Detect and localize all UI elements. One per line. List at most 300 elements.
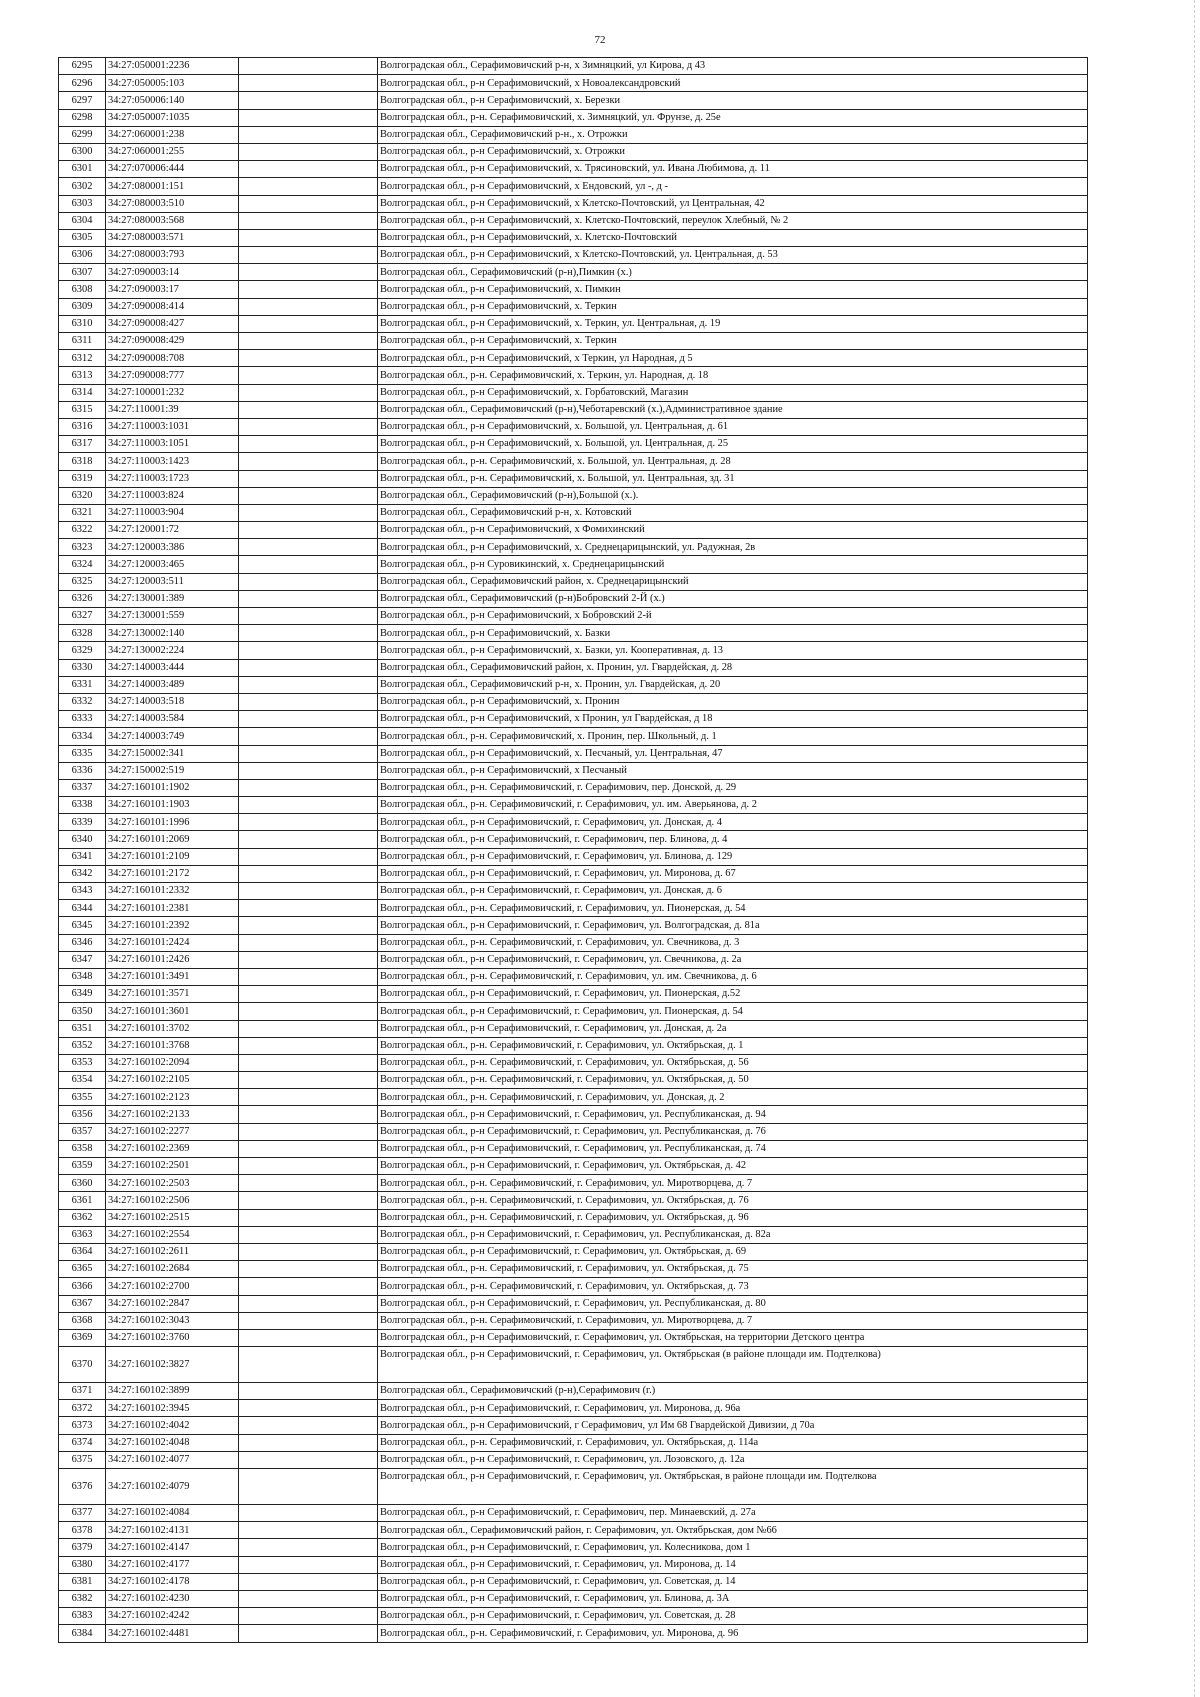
address-cell: Волгоградская обл., р-н. Серафимовичский, г. Серафимович, ул. Октябрьская, д. 75 xyxy=(378,1261,1088,1278)
table-row xyxy=(59,1556,1088,1573)
empty-cell xyxy=(239,487,378,504)
row-number-cell: 6368 xyxy=(59,1312,106,1329)
row-number-cell: 6318 xyxy=(59,453,106,470)
address-cell: Волгоградская обл., Серафимовичский (р-н)Бобровский 2-Й (х.) xyxy=(378,590,1088,607)
address-cell: Волгоградская обл., р-н. Серафимовичский, г. Серафимович, ул. Свечникова, д. 3 xyxy=(378,934,1088,951)
cadastral-number-cell: 34:27:160101:1902 xyxy=(106,779,239,796)
table-row xyxy=(59,814,1088,831)
address-cell: Волгоградская обл., р-н. Серафимовичский, г. Серафимович, ул. Октябрьская, д. 1 xyxy=(378,1037,1088,1054)
empty-cell xyxy=(239,1505,378,1522)
row-number-cell: 6356 xyxy=(59,1106,106,1123)
empty-cell xyxy=(239,92,378,109)
cadastral-number-cell: 34:27:090008:777 xyxy=(106,367,239,384)
row-number-cell: 6329 xyxy=(59,642,106,659)
row-number-cell: 6373 xyxy=(59,1417,106,1434)
row-number-cell: 6381 xyxy=(59,1573,106,1590)
address-cell: Волгоградская обл., р-н Серафимовичский, г. Серафимович, ул. Волгоградская, д. 81а xyxy=(378,917,1088,934)
cadastral-number-cell: 34:27:160102:2094 xyxy=(106,1054,239,1071)
empty-cell xyxy=(239,367,378,384)
row-number-cell: 6369 xyxy=(59,1329,106,1346)
row-number-cell: 6360 xyxy=(59,1175,106,1192)
empty-cell xyxy=(239,1020,378,1037)
table-row xyxy=(59,1089,1088,1106)
empty-cell xyxy=(239,58,378,75)
row-number-cell: 6320 xyxy=(59,487,106,504)
cadastral-number-cell: 34:27:150002:519 xyxy=(106,762,239,779)
address-cell: Волгоградская обл., Серафимовичский р-н, х. Котовский xyxy=(378,504,1088,521)
address-cell: Волгоградская обл., р-н. Серафимовичский, х. Большой, ул. Центральная, д. 28 xyxy=(378,453,1088,470)
empty-cell xyxy=(239,1383,378,1400)
empty-cell xyxy=(239,539,378,556)
row-number-cell: 6297 xyxy=(59,92,106,109)
row-number-cell: 6317 xyxy=(59,436,106,453)
cadastral-number-cell: 34:27:110003:904 xyxy=(106,504,239,521)
table-row xyxy=(59,1312,1088,1329)
row-number-cell: 6316 xyxy=(59,418,106,435)
empty-cell xyxy=(239,470,378,487)
table-row xyxy=(59,745,1088,762)
row-number-cell: 6384 xyxy=(59,1625,106,1642)
address-cell: Волгоградская обл., р-н. Серафимовичский, г. Серафимович, ул. Октябрьская, д. 50 xyxy=(378,1072,1088,1089)
empty-cell xyxy=(239,281,378,298)
address-cell: Волгоградская обл., р-н Серафимовичский, х. Теркин xyxy=(378,333,1088,350)
row-number-cell: 6308 xyxy=(59,281,106,298)
cadastral-number-cell: 34:27:160102:2123 xyxy=(106,1089,239,1106)
cadastral-number-cell: 34:27:160101:3768 xyxy=(106,1037,239,1054)
empty-cell xyxy=(239,229,378,246)
row-number-cell: 6366 xyxy=(59,1278,106,1295)
row-number-cell: 6333 xyxy=(59,711,106,728)
empty-cell xyxy=(239,315,378,332)
address-cell: Волгоградская обл., р-н. Серафимовичский, х. Зимняцкий, ул. Фрунзе, д. 25е xyxy=(378,109,1088,126)
empty-cell xyxy=(239,1123,378,1140)
row-number-cell: 6350 xyxy=(59,1003,106,1020)
empty-cell xyxy=(239,625,378,642)
row-number-cell: 6349 xyxy=(59,986,106,1003)
cadastral-number-cell: 34:27:160102:4131 xyxy=(106,1522,239,1539)
row-number-cell: 6376 xyxy=(59,1469,106,1505)
address-cell: Волгоградская обл., р-н Серафимовичский, г. Серафимович, ул. Донская, д. 4 xyxy=(378,814,1088,831)
address-cell: Волгоградская обл., р-н Серафимовичский, г. Серафимович, ул. Октябрьская, д. 42 xyxy=(378,1158,1088,1175)
address-cell: Волгоградская обл., р-н. Серафимовичский, г. Серафимович, ул. Октябрьская, д. 114а xyxy=(378,1434,1088,1451)
row-number-cell: 6332 xyxy=(59,693,106,710)
address-cell: Волгоградская обл., р-н Серафимовичский, г. Серафимович, ул. Республиканская, д. 74 xyxy=(378,1140,1088,1157)
table-row xyxy=(59,1469,1088,1505)
table-row xyxy=(59,1072,1088,1089)
cadastral-number-cell: 34:27:160101:2381 xyxy=(106,900,239,917)
cadastral-number-cell: 34:27:130002:140 xyxy=(106,625,239,642)
empty-cell xyxy=(239,1209,378,1226)
empty-cell xyxy=(239,161,378,178)
row-number-cell: 6335 xyxy=(59,745,106,762)
cadastral-number-cell: 34:27:160101:2069 xyxy=(106,831,239,848)
address-cell: Волгоградская обл., р-н Серафимовичский, г. Серафимович, ул. Октябрьская (в районе площади им. Подтелкова) xyxy=(378,1347,1088,1383)
cadastral-number-cell: 34:27:060001:238 xyxy=(106,126,239,143)
table-row xyxy=(59,367,1088,384)
cadastral-number-cell: 34:27:160102:4084 xyxy=(106,1505,239,1522)
table-row xyxy=(59,109,1088,126)
cadastral-number-cell: 34:27:160101:2109 xyxy=(106,848,239,865)
cadastral-number-cell: 34:27:160102:2501 xyxy=(106,1158,239,1175)
row-number-cell: 6346 xyxy=(59,934,106,951)
table-row xyxy=(59,917,1088,934)
table-row xyxy=(59,1347,1088,1383)
cadastral-number-cell: 34:27:080003:510 xyxy=(106,195,239,212)
table-row xyxy=(59,487,1088,504)
table-row xyxy=(59,1054,1088,1071)
cadastral-number-cell: 34:27:140003:489 xyxy=(106,676,239,693)
address-cell: Волгоградская обл., р-н. Серафимовичский, г. Серафимович, ул. Миротворцева, д. 7 xyxy=(378,1175,1088,1192)
row-number-cell: 6344 xyxy=(59,900,106,917)
cadastral-number-cell: 34:27:090003:17 xyxy=(106,281,239,298)
table-row xyxy=(59,779,1088,796)
table-row xyxy=(59,659,1088,676)
cadastral-number-cell: 34:27:130001:389 xyxy=(106,590,239,607)
row-number-cell: 6343 xyxy=(59,883,106,900)
cadastral-number-cell: 34:27:160101:2392 xyxy=(106,917,239,934)
empty-cell xyxy=(239,264,378,281)
address-cell: Волгоградская обл., р-н Серафимовичский, х Теркин, ул Народная, д 5 xyxy=(378,350,1088,367)
empty-cell xyxy=(239,504,378,521)
address-cell: Волгоградская обл., р-н Серафимовичский, х. Клетско-Почтовский, переулок Хлебный, № 2 xyxy=(378,212,1088,229)
row-number-cell: 6364 xyxy=(59,1243,106,1260)
empty-cell xyxy=(239,1417,378,1434)
empty-cell xyxy=(239,1003,378,1020)
table-row xyxy=(59,1175,1088,1192)
address-cell: Волгоградская обл., р-н Серафимовичский, г. Серафимович, ул. Республиканская, д. 94 xyxy=(378,1106,1088,1123)
empty-cell xyxy=(239,143,378,160)
row-number-cell: 6295 xyxy=(59,58,106,75)
empty-cell xyxy=(239,1329,378,1346)
empty-cell xyxy=(239,883,378,900)
row-number-cell: 6302 xyxy=(59,178,106,195)
cadastral-number-cell: 34:27:160102:3827 xyxy=(106,1347,239,1383)
address-cell: Волгоградская обл., р-н. Серафимовичский, г. Серафимович, ул. Миротворцева, д. 7 xyxy=(378,1312,1088,1329)
address-cell: Волгоградская обл., р-н Серафимовичский, х Ендовский, ул -, д - xyxy=(378,178,1088,195)
cadastral-number-cell: 34:27:080003:568 xyxy=(106,212,239,229)
address-cell: Волгоградская обл., р-н. Серафимовичский, г. Серафимович, ул. Донская, д. 2 xyxy=(378,1089,1088,1106)
cadastral-number-cell: 34:27:100001:232 xyxy=(106,384,239,401)
address-cell: Волгоградская обл., р-н Серафимовичский, г Серафимович, ул Им 68 Гвардейской Дивизии, д 70а xyxy=(378,1417,1088,1434)
table-row xyxy=(59,556,1088,573)
cadastral-number-cell: 34:27:050005:103 xyxy=(106,75,239,92)
cadastral-number-cell: 34:27:110003:1051 xyxy=(106,436,239,453)
empty-cell xyxy=(239,1625,378,1642)
table-row xyxy=(59,298,1088,315)
table-row xyxy=(59,1261,1088,1278)
address-cell: Волгоградская обл., р-н Серафимовичский, х Фомихинский xyxy=(378,522,1088,539)
empty-cell xyxy=(239,1295,378,1312)
cadastral-number-cell: 34:27:160102:2611 xyxy=(106,1243,239,1260)
empty-cell xyxy=(239,814,378,831)
cadastral-number-cell: 34:27:160102:4042 xyxy=(106,1417,239,1434)
empty-cell xyxy=(239,1226,378,1243)
empty-cell xyxy=(239,1278,378,1295)
empty-cell xyxy=(239,642,378,659)
table-row xyxy=(59,1522,1088,1539)
address-cell: Волгоградская обл., р-н Серафимовичский, х. Трясиновский, ул. Ивана Любимова, д. 11 xyxy=(378,161,1088,178)
cadastral-number-cell: 34:27:060001:255 xyxy=(106,143,239,160)
empty-cell xyxy=(239,1106,378,1123)
cadastral-number-cell: 34:27:160102:3899 xyxy=(106,1383,239,1400)
row-number-cell: 6312 xyxy=(59,350,106,367)
table-row xyxy=(59,1003,1088,1020)
empty-cell xyxy=(239,934,378,951)
row-number-cell: 6352 xyxy=(59,1037,106,1054)
cadastral-number-cell: 34:27:160101:1903 xyxy=(106,797,239,814)
cadastral-number-cell: 34:27:140003:584 xyxy=(106,711,239,728)
registry-table xyxy=(58,57,1088,1643)
cadastral-number-cell: 34:27:110001:39 xyxy=(106,401,239,418)
cadastral-number-cell: 34:27:070006:444 xyxy=(106,161,239,178)
cadastral-number-cell: 34:27:160102:2847 xyxy=(106,1295,239,1312)
row-number-cell: 6342 xyxy=(59,865,106,882)
empty-cell xyxy=(239,1539,378,1556)
row-number-cell: 6377 xyxy=(59,1505,106,1522)
address-cell: Волгоградская обл., р-н. Серафимовичский, г. Серафимович, ул. Октябрьская, д. 96 xyxy=(378,1209,1088,1226)
table-row xyxy=(59,333,1088,350)
table-row xyxy=(59,625,1088,642)
table-row xyxy=(59,92,1088,109)
empty-cell xyxy=(239,762,378,779)
address-cell: Волгоградская обл., р-н. Серафимовичский, г. Серафимович, ул. Пионерская, д. 54 xyxy=(378,900,1088,917)
cadastral-number-cell: 34:27:160102:3760 xyxy=(106,1329,239,1346)
cadastral-number-cell: 34:27:160102:4242 xyxy=(106,1608,239,1625)
empty-cell xyxy=(239,865,378,882)
row-number-cell: 6380 xyxy=(59,1556,106,1573)
row-number-cell: 6327 xyxy=(59,608,106,625)
cadastral-number-cell: 34:27:160102:4048 xyxy=(106,1434,239,1451)
table-row xyxy=(59,1140,1088,1157)
empty-cell xyxy=(239,1400,378,1417)
empty-cell xyxy=(239,848,378,865)
cadastral-number-cell: 34:27:160102:2684 xyxy=(106,1261,239,1278)
table-row xyxy=(59,436,1088,453)
address-cell: Волгоградская обл., Серафимовичский (р-н),Большой (х.). xyxy=(378,487,1088,504)
row-number-cell: 6340 xyxy=(59,831,106,848)
row-number-cell: 6300 xyxy=(59,143,106,160)
row-number-cell: 6309 xyxy=(59,298,106,315)
address-cell: Волгоградская обл., р-н Серафимовичский, х. Пронин xyxy=(378,693,1088,710)
cadastral-number-cell: 34:27:090008:429 xyxy=(106,333,239,350)
table-row xyxy=(59,934,1088,951)
address-cell: Волгоградская обл., Серафимовичский р-н, х. Пронин, ул. Гвардейская, д. 20 xyxy=(378,676,1088,693)
cadastral-number-cell: 34:27:160102:4079 xyxy=(106,1469,239,1505)
table-row xyxy=(59,1123,1088,1140)
empty-cell xyxy=(239,900,378,917)
address-cell: Волгоградская обл., Серафимовичский (р-н),Серафимович (г.) xyxy=(378,1383,1088,1400)
cadastral-number-cell: 34:27:110003:824 xyxy=(106,487,239,504)
cadastral-number-cell: 34:27:160101:2172 xyxy=(106,865,239,882)
empty-cell xyxy=(239,797,378,814)
table-row xyxy=(59,401,1088,418)
cadastral-number-cell: 34:27:160101:3491 xyxy=(106,968,239,985)
cadastral-number-cell: 34:27:160102:2700 xyxy=(106,1278,239,1295)
table-row xyxy=(59,1243,1088,1260)
empty-cell xyxy=(239,1469,378,1505)
empty-cell xyxy=(239,401,378,418)
table-row xyxy=(59,831,1088,848)
row-number-cell: 6338 xyxy=(59,797,106,814)
row-number-cell: 6365 xyxy=(59,1261,106,1278)
cadastral-number-cell: 34:27:130002:224 xyxy=(106,642,239,659)
table-row xyxy=(59,350,1088,367)
scan-edge-line xyxy=(1194,0,1196,1697)
address-cell: Волгоградская обл., р-н. Серафимовичский, г. Серафимович, ул. Октябрьская, д. 73 xyxy=(378,1278,1088,1295)
row-number-cell: 6367 xyxy=(59,1295,106,1312)
table-row xyxy=(59,1278,1088,1295)
address-cell: Волгоградская обл., Серафимовичский р-н, х Зимняцкий, ул Кирова, д 43 xyxy=(378,58,1088,75)
address-cell: Волгоградская обл., р-н Серафимовичский, х. Отрожки xyxy=(378,143,1088,160)
empty-cell xyxy=(239,1261,378,1278)
address-cell: Волгоградская обл., р-н Серафимовичский, г. Серафимович, ул. Советская, д. 14 xyxy=(378,1573,1088,1590)
table-row xyxy=(59,126,1088,143)
row-number-cell: 6328 xyxy=(59,625,106,642)
table-row xyxy=(59,143,1088,160)
cadastral-number-cell: 34:27:050001:2236 xyxy=(106,58,239,75)
table-row xyxy=(59,968,1088,985)
row-number-cell: 6370 xyxy=(59,1347,106,1383)
cadastral-number-cell: 34:27:050006:140 xyxy=(106,92,239,109)
address-cell: Волгоградская обл., р-н Серафимовичский, г. Серафимович, ул. Республиканская, д. 80 xyxy=(378,1295,1088,1312)
table-row xyxy=(59,865,1088,882)
table-row xyxy=(59,1505,1088,1522)
address-cell: Волгоградская обл., р-н Серафимовичский, г. Серафимович, ул. Октябрьская, д. 69 xyxy=(378,1243,1088,1260)
address-cell: Волгоградская обл., р-н Серафимовичский, г. Серафимович, ул. Октябрьская, в районе площади им. Подтелкова xyxy=(378,1469,1088,1505)
table-row xyxy=(59,247,1088,264)
empty-cell xyxy=(239,831,378,848)
table-row xyxy=(59,539,1088,556)
empty-cell xyxy=(239,608,378,625)
empty-cell xyxy=(239,298,378,315)
address-cell: Волгоградская обл., Серафимовичский (р-н),Чеботаревский (х.),Административное здание xyxy=(378,401,1088,418)
row-number-cell: 6306 xyxy=(59,247,106,264)
cadastral-number-cell: 34:27:160101:3702 xyxy=(106,1020,239,1037)
row-number-cell: 6341 xyxy=(59,848,106,865)
row-number-cell: 6379 xyxy=(59,1539,106,1556)
empty-cell xyxy=(239,986,378,1003)
cadastral-number-cell: 34:27:160102:2515 xyxy=(106,1209,239,1226)
table-row xyxy=(59,1451,1088,1468)
empty-cell xyxy=(239,1037,378,1054)
empty-cell xyxy=(239,1434,378,1451)
row-number-cell: 6324 xyxy=(59,556,106,573)
empty-cell xyxy=(239,1556,378,1573)
cadastral-number-cell: 34:27:120003:511 xyxy=(106,573,239,590)
empty-cell xyxy=(239,556,378,573)
cadastral-number-cell: 34:27:080001:151 xyxy=(106,178,239,195)
registry-body xyxy=(59,58,1088,1643)
row-number-cell: 6359 xyxy=(59,1158,106,1175)
address-cell: Волгоградская обл., р-н Серафимовичский, х. Большой, ул. Центральная, д. 61 xyxy=(378,418,1088,435)
empty-cell xyxy=(239,453,378,470)
address-cell: Волгоградская обл., р-н Серафимовичский, г. Серафимович, пер. Блинова, д. 4 xyxy=(378,831,1088,848)
table-row xyxy=(59,504,1088,521)
cadastral-number-cell: 34:27:080003:571 xyxy=(106,229,239,246)
table-row xyxy=(59,1037,1088,1054)
table-row xyxy=(59,470,1088,487)
empty-cell xyxy=(239,693,378,710)
table-row xyxy=(59,1226,1088,1243)
empty-cell xyxy=(239,1192,378,1209)
address-cell: Волгоградская обл., р-н Серафимовичский, х Новоалександровский xyxy=(378,75,1088,92)
table-row xyxy=(59,315,1088,332)
cadastral-number-cell: 34:27:160102:2369 xyxy=(106,1140,239,1157)
table-row xyxy=(59,1400,1088,1417)
empty-cell xyxy=(239,917,378,934)
cadastral-number-cell: 34:27:160101:2332 xyxy=(106,883,239,900)
row-number-cell: 6351 xyxy=(59,1020,106,1037)
row-number-cell: 6354 xyxy=(59,1072,106,1089)
table-row xyxy=(59,418,1088,435)
address-cell: Волгоградская обл., р-н Серафимовичский, г. Серафимович, ул. Колесникова, дом 1 xyxy=(378,1539,1088,1556)
row-number-cell: 6339 xyxy=(59,814,106,831)
empty-cell xyxy=(239,178,378,195)
address-cell: Волгоградская обл., р-н Серафимовичский, х Песчаный xyxy=(378,762,1088,779)
address-cell: Волгоградская обл., р-н Серафимовичский, х. Березки xyxy=(378,92,1088,109)
empty-cell xyxy=(239,1072,378,1089)
cadastral-number-cell: 34:27:160102:2506 xyxy=(106,1192,239,1209)
address-cell: Волгоградская обл., р-н Серафимовичский, г. Серафимович, ул. Республиканская, д. 82а xyxy=(378,1226,1088,1243)
empty-cell xyxy=(239,951,378,968)
address-cell: Волгоградская обл., Серафимовичский район, х. Среднецарицынский xyxy=(378,573,1088,590)
cadastral-number-cell: 34:27:130001:559 xyxy=(106,608,239,625)
address-cell: Волгоградская обл., р-н Суровикинский, х. Среднецарицынский xyxy=(378,556,1088,573)
cadastral-number-cell: 34:27:120001:72 xyxy=(106,522,239,539)
row-number-cell: 6314 xyxy=(59,384,106,401)
table-row xyxy=(59,161,1088,178)
empty-cell xyxy=(239,676,378,693)
address-cell: Волгоградская обл., р-н. Серафимовичский, х. Теркин, ул. Народная, д. 18 xyxy=(378,367,1088,384)
row-number-cell: 6304 xyxy=(59,212,106,229)
empty-cell xyxy=(239,1054,378,1071)
row-number-cell: 6307 xyxy=(59,264,106,281)
cadastral-number-cell: 34:27:090008:414 xyxy=(106,298,239,315)
cadastral-number-cell: 34:27:160102:2554 xyxy=(106,1226,239,1243)
row-number-cell: 6331 xyxy=(59,676,106,693)
cadastral-number-cell: 34:27:150002:341 xyxy=(106,745,239,762)
table-row xyxy=(59,711,1088,728)
table-row xyxy=(59,676,1088,693)
address-cell: Волгоградская обл., р-н Серафимовичский, х Бобровский 2-й xyxy=(378,608,1088,625)
empty-cell xyxy=(239,968,378,985)
table-row xyxy=(59,1192,1088,1209)
row-number-cell: 6363 xyxy=(59,1226,106,1243)
table-row xyxy=(59,728,1088,745)
row-number-cell: 6383 xyxy=(59,1608,106,1625)
empty-cell xyxy=(239,1573,378,1590)
cadastral-number-cell: 34:27:080003:793 xyxy=(106,247,239,264)
empty-cell xyxy=(239,195,378,212)
table-row xyxy=(59,1106,1088,1123)
cadastral-number-cell: 34:27:160102:2105 xyxy=(106,1072,239,1089)
address-cell: Волгоградская обл., р-н Серафимовичский, х. Теркин xyxy=(378,298,1088,315)
cadastral-number-cell: 34:27:160102:4230 xyxy=(106,1590,239,1607)
address-cell: Волгоградская обл., р-н Серафимовичский, г. Серафимович, ул. Блинова, д. 3А xyxy=(378,1590,1088,1607)
address-cell: Волгоградская обл., р-н Серафимовичский, г. Серафимович, ул. Миронова, д. 67 xyxy=(378,865,1088,882)
row-number-cell: 6348 xyxy=(59,968,106,985)
table-row xyxy=(59,195,1088,212)
row-number-cell: 6296 xyxy=(59,75,106,92)
cadastral-number-cell: 34:27:160102:4177 xyxy=(106,1556,239,1573)
table-row xyxy=(59,1417,1088,1434)
address-cell: Волгоградская обл., р-н. Серафимовичский, х. Большой, ул. Центральная, зд. 31 xyxy=(378,470,1088,487)
address-cell: Волгоградская обл., р-н Серафимовичский, г. Серафимович, ул. Лозовского, д. 12а xyxy=(378,1451,1088,1468)
table-row xyxy=(59,264,1088,281)
row-number-cell: 6325 xyxy=(59,573,106,590)
row-number-cell: 6299 xyxy=(59,126,106,143)
cadastral-number-cell: 34:27:120003:465 xyxy=(106,556,239,573)
